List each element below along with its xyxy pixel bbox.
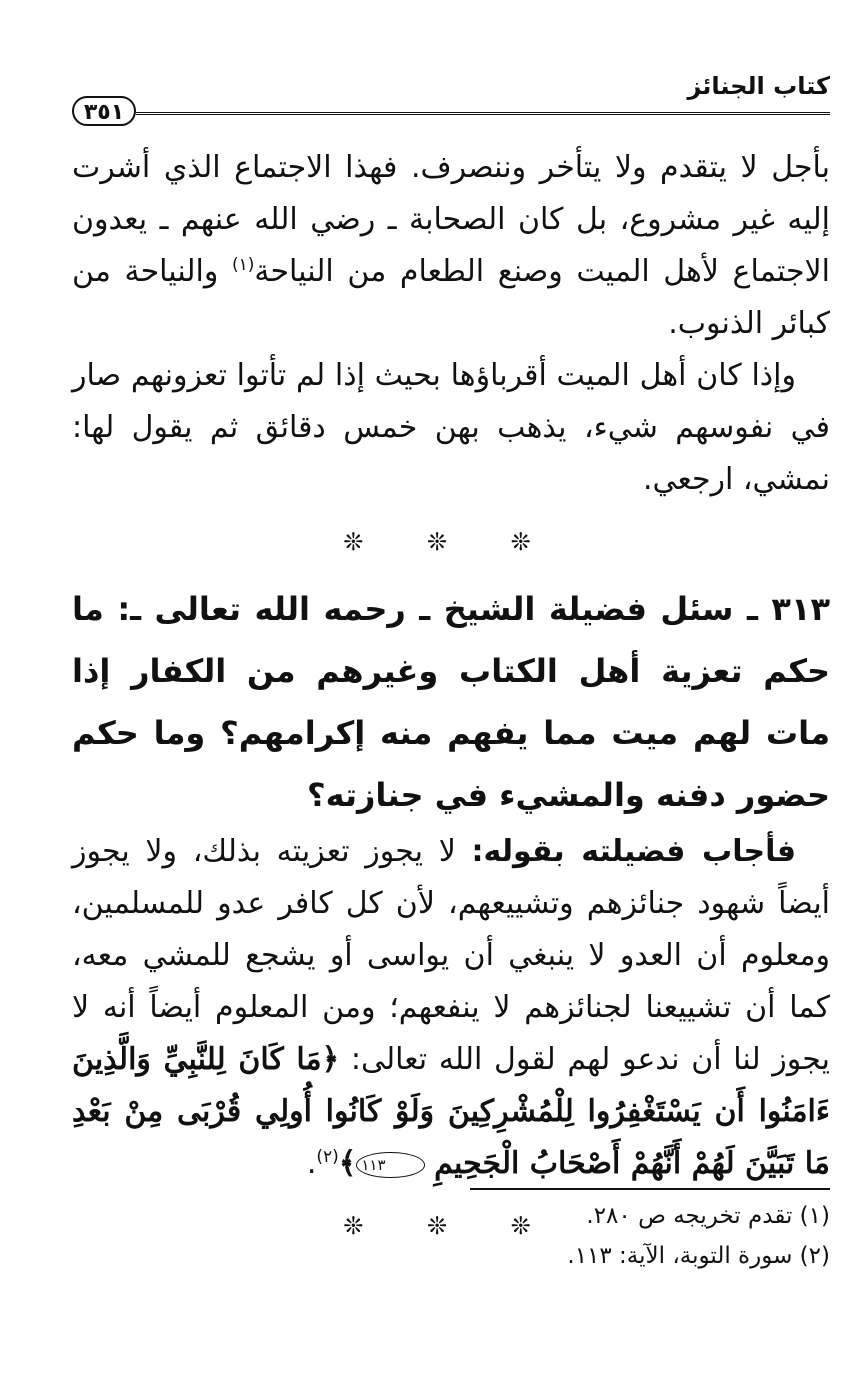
ayah-number-marker: ١١٣ <box>356 1152 424 1178</box>
footnote-ref-1[interactable]: (١) <box>231 255 255 275</box>
answer-block <box>72 826 830 1190</box>
question-number: ٣١٣ <box>771 590 831 628</box>
paragraph-2: وإذا كان أهل الميت أقرباؤها بحيث إذا لم تأتوا تعزونهم صار في نفوسهم شيء، يذهب بهن خمس دقائق ثم يقول لها: نمشي، ارجعي. <box>72 358 830 497</box>
paragraph-1-tail: والنياحة من كبائر الذنوب. <box>72 254 830 341</box>
quran-close-bracket: ﴾ <box>338 1146 357 1181</box>
quran-verse: ﴿مَا كَانَ لِلنَّبِيِّ وَالَّذِينَ ءَامَنُوا أَن يَسْتَغْفِرُوا لِلْمُشْرِكِينَ وَلَوْ كَانُوا أُولِي قُرْبَى مِنْ بَعْدِ مَا تَبَيَّنَ لَهُمْ أَنَّهُمْ أَصْحَابُ الْجَحِيمِ <box>72 1042 830 1181</box>
header-rule <box>136 112 830 115</box>
question-text: ـ سئل فضيلة الشيخ ـ رحمه الله تعالى ـ: ما حكم تعزية أهل الكتاب وغيرهم من الكفار إذا مات لهم ميت مما يفهم منه إكرامهم؟ وما حكم حضور دفنه والمشيء في جنازته؟ <box>72 590 830 814</box>
page-header <box>72 72 830 128</box>
footnotes <box>130 1196 830 1276</box>
section-separator: ❊ ❊ ❊ <box>343 528 559 556</box>
answer-text: لا يجوز تعزيته بذلك، ولا يجوز أيضاً شهود جنائزهم وتشييعهم، لأن كل كافر عدو للمسلمين، ومعلوم أن العدو لا ينبغي أن يواسى أو يشجع للمشي معه، كما أن تشييعنا لجنائزهم لا ينفعهم؛ ومن المعلوم أيضاً أنه لا يجوز لنا أن ندعو لهم لقول الله تعالى: <box>72 834 831 1077</box>
footnote-ref-2[interactable]: (٢) <box>316 1147 339 1167</box>
footnote-2: (٢) سورة التوبة، الآية: ١١٣. <box>567 1243 830 1269</box>
paragraph-1 <box>72 142 830 350</box>
page-content <box>72 142 830 1262</box>
question-block <box>72 578 830 826</box>
footnote-rule <box>470 1188 830 1190</box>
page-number: ٣٥١ <box>72 96 136 126</box>
answer-label: فأجاب فضيلته بقوله: <box>471 834 796 869</box>
chapter-title: كتاب الجنائز <box>687 72 830 100</box>
footnote-1: (١) تقدم تخريجه ص ٢٨٠. <box>586 1203 830 1229</box>
section-separator-2: ❊ ❊ ❊ <box>343 1212 559 1240</box>
answer-end: . <box>306 1146 317 1181</box>
paragraph-1-text: بأجل لا يتقدم ولا يتأخر وننصرف. فهذا الاجتماع الذي أشرت إليه غير مشروع، بل كان الصحابة ـ رضي الله عنهم ـ يعدون الاجتماع لأهل الميت وصنع الطعام من النياحة <box>72 150 830 289</box>
